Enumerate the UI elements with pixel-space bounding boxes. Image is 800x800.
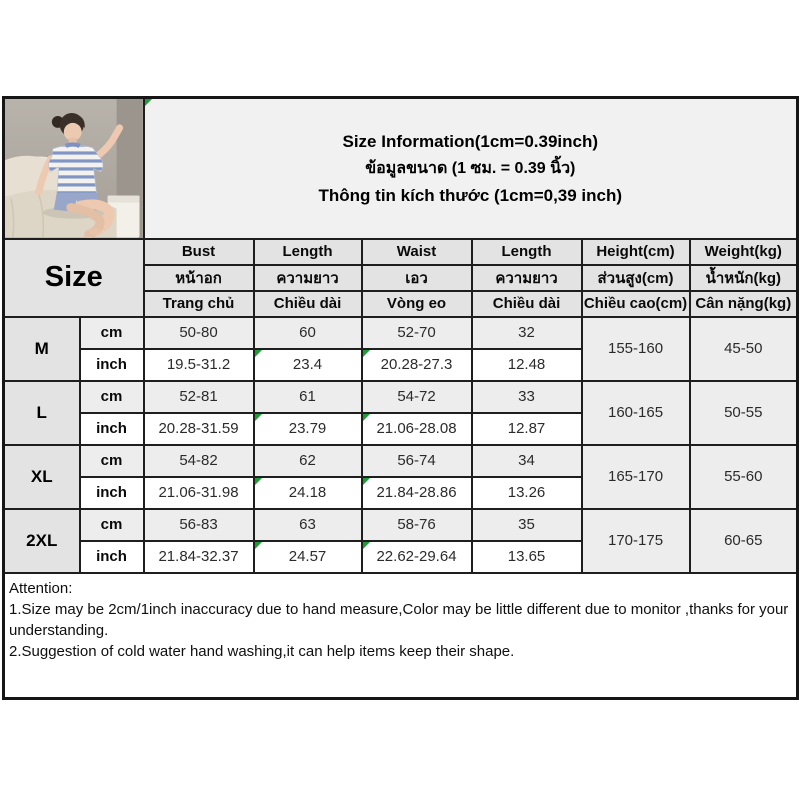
value-cell: 20.28-31.59: [144, 413, 254, 445]
column-header-vi: Chiều dài: [254, 291, 362, 317]
value-text: 23.79: [288, 420, 327, 437]
value-cell: 13.65: [472, 541, 582, 573]
column-header-vi: Trang chủ: [144, 291, 254, 317]
product-photo-cell: [4, 98, 144, 239]
value-cell: 12.87: [472, 413, 582, 445]
attention-heading: Attention:: [9, 579, 73, 597]
value-cell: 63: [254, 509, 362, 541]
title-english: Size Information(1cm=0.39inch): [342, 131, 599, 151]
size-row-label: M: [4, 317, 80, 381]
column-header-th: ความยาว: [472, 265, 582, 291]
value-cell: 58-76: [362, 509, 472, 541]
value-cell: [254, 541, 362, 573]
value-cell: 54-72: [362, 381, 472, 413]
excel-error-indicator-icon: [255, 542, 262, 549]
size-row-label: L: [4, 381, 80, 445]
size-row-label: 2XL: [4, 509, 80, 573]
unit-label-inch: inch: [80, 413, 144, 445]
attention-note: 2.Suggestion of cold water hand washing,it can help items keep their shape.: [9, 642, 515, 660]
column-header-en: Length: [472, 239, 582, 265]
value-cell: [362, 349, 472, 381]
value-cell: 34: [472, 445, 582, 477]
value-text: 21.06-28.08: [376, 420, 457, 437]
value-text: 24.18: [288, 484, 327, 501]
unit-label-cm: cm: [80, 445, 144, 477]
value-cell: [362, 477, 472, 509]
weight-range-cell: 50-55: [690, 381, 798, 445]
column-header-th: ความยาว: [254, 265, 362, 291]
column-header-en: Waist: [362, 239, 472, 265]
column-header-vi: Chiều cao(cm): [582, 291, 690, 317]
column-header-vi: Vòng eo: [362, 291, 472, 317]
size-row-label: XL: [4, 445, 80, 509]
unit-label-inch: inch: [80, 349, 144, 381]
height-range-cell: 160-165: [582, 381, 690, 445]
height-range-cell: 170-175: [582, 509, 690, 573]
title-cell: [144, 98, 798, 239]
height-range-cell: 165-170: [582, 445, 690, 509]
column-header-en: Height(cm): [582, 239, 690, 265]
attention-note: 1.Size may be 2cm/1inch inaccuracy due to hand measure,Color may be little different due to monitor ,thanks for your understanding.: [9, 600, 789, 639]
excel-error-indicator-icon: [255, 350, 262, 357]
title-vietnamese: Thông tin kích thước (1cm=0,39 inch): [318, 185, 623, 205]
column-header-vi: Cân nặng(kg): [690, 291, 798, 317]
value-cell: 32: [472, 317, 582, 349]
excel-error-indicator-icon: [145, 99, 152, 106]
height-range-cell: 155-160: [582, 317, 690, 381]
value-text: 21.84-28.86: [376, 484, 457, 501]
value-cell: 54-82: [144, 445, 254, 477]
value-text: 24.57: [288, 548, 327, 565]
column-header-vi: Chiều dài: [472, 291, 582, 317]
weight-range-cell: 60-65: [690, 509, 798, 573]
unit-label-inch: inch: [80, 477, 144, 509]
unit-label-inch: inch: [80, 541, 144, 573]
column-header-th: หน้าอก: [144, 265, 254, 291]
value-text: 22.62-29.64: [376, 548, 457, 565]
value-cell: [362, 541, 472, 573]
unit-label-cm: cm: [80, 317, 144, 349]
size-header-cell: Size: [4, 239, 144, 317]
column-header-th: เอว: [362, 265, 472, 291]
column-header-en: Length: [254, 239, 362, 265]
value-cell: 56-74: [362, 445, 472, 477]
weight-range-cell: 45-50: [690, 317, 798, 381]
value-cell: 12.48: [472, 349, 582, 381]
model-photo: [5, 99, 143, 238]
value-cell: [254, 477, 362, 509]
value-text: 23.4: [292, 356, 323, 373]
excel-error-indicator-icon: [363, 350, 370, 357]
excel-error-indicator-icon: [363, 414, 370, 421]
excel-error-indicator-icon: [255, 414, 262, 421]
column-header-en: Bust: [144, 239, 254, 265]
attention-section: [4, 573, 798, 699]
excel-error-indicator-icon: [363, 478, 370, 485]
value-cell: 62: [254, 445, 362, 477]
value-cell: 21.84-32.37: [144, 541, 254, 573]
value-cell: 60: [254, 317, 362, 349]
excel-error-indicator-icon: [255, 478, 262, 485]
column-header-en: Weight(kg): [690, 239, 798, 265]
value-text: 20.28-27.3: [380, 356, 453, 373]
weight-range-cell: 55-60: [690, 445, 798, 509]
unit-label-cm: cm: [80, 509, 144, 541]
value-cell: 35: [472, 509, 582, 541]
value-cell: 61: [254, 381, 362, 413]
size-table: [2, 96, 799, 700]
value-cell: 52-81: [144, 381, 254, 413]
value-cell: 52-70: [362, 317, 472, 349]
value-cell: [362, 413, 472, 445]
value-cell: 19.5-31.2: [144, 349, 254, 381]
value-cell: 21.06-31.98: [144, 477, 254, 509]
column-header-th: ส่วนสูง(cm): [582, 265, 690, 291]
unit-label-cm: cm: [80, 381, 144, 413]
value-cell: 56-83: [144, 509, 254, 541]
value-cell: 13.26: [472, 477, 582, 509]
value-cell: 33: [472, 381, 582, 413]
value-cell: [254, 413, 362, 445]
excel-error-indicator-icon: [363, 542, 370, 549]
value-cell: 50-80: [144, 317, 254, 349]
value-cell: [254, 349, 362, 381]
column-header-th: น้ำหนัก(kg): [690, 265, 798, 291]
title-thai: ข้อมูลขนาด (1 ซม. = 0.39 นิ้ว): [365, 159, 576, 177]
